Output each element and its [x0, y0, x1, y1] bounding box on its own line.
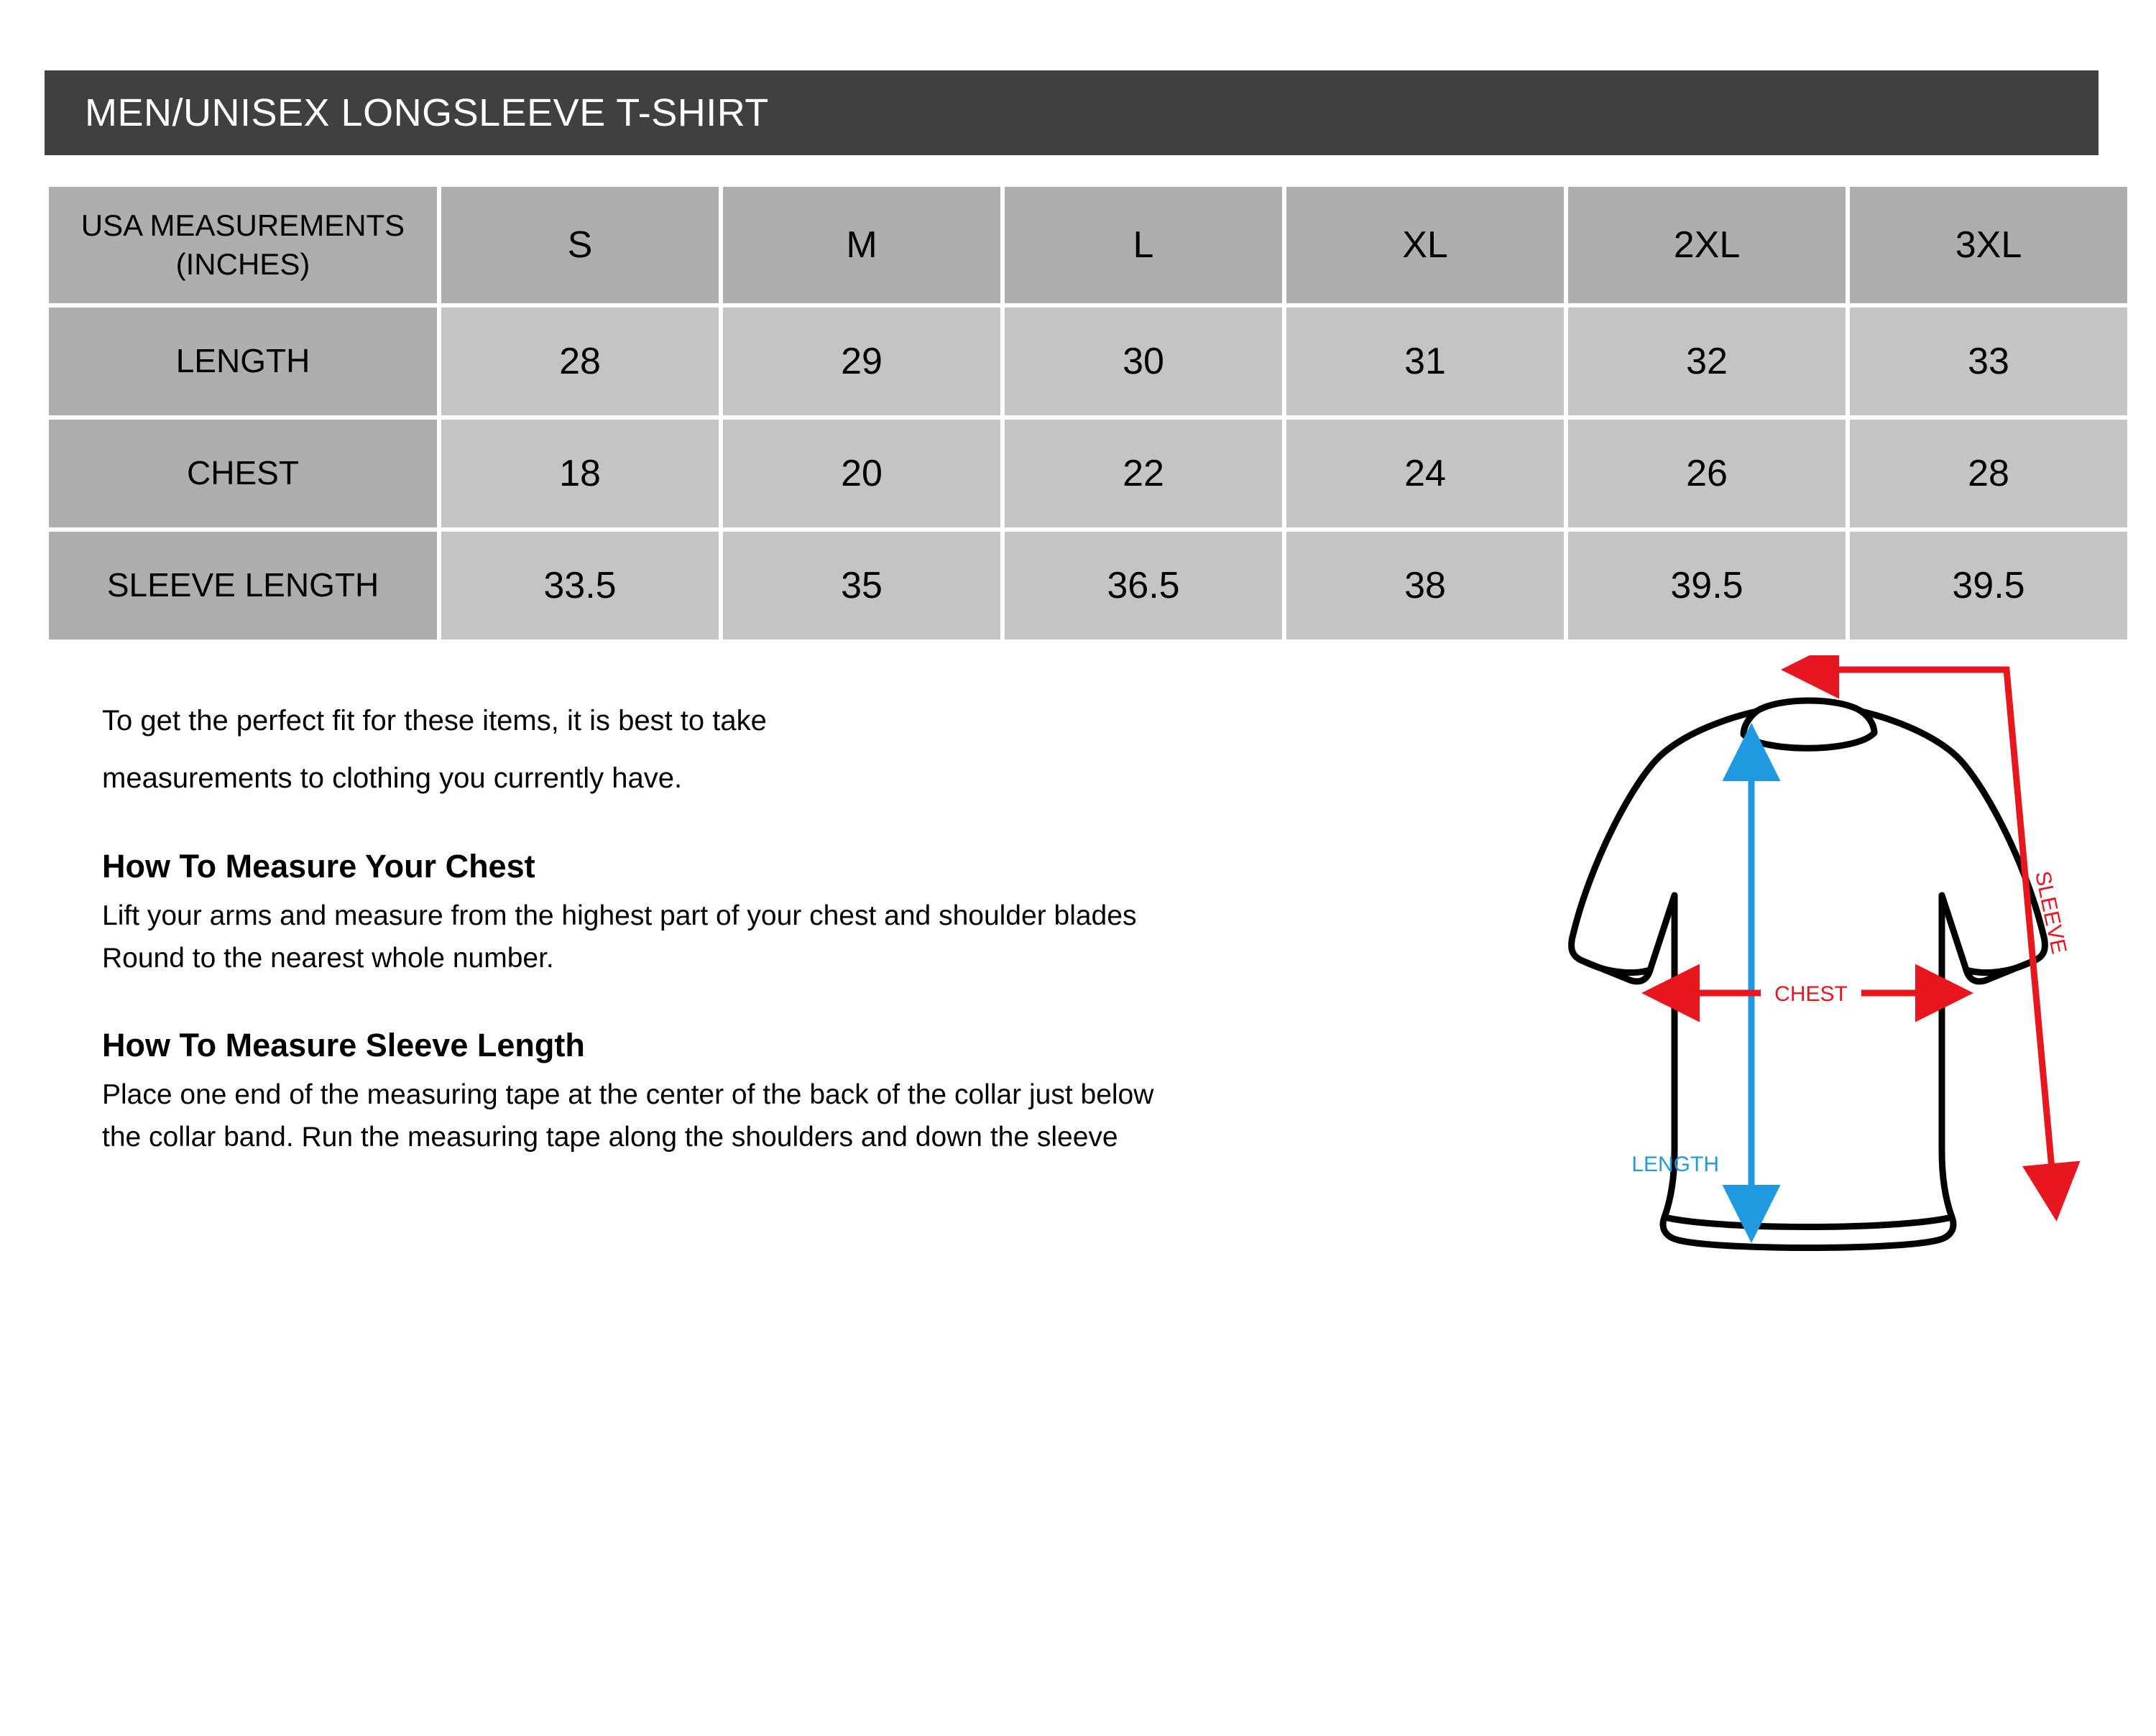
- cell-length-2xl: 32: [1568, 308, 1846, 415]
- cell-chest-s: 18: [441, 420, 719, 527]
- chest-heading: How To Measure Your Chest: [102, 848, 535, 885]
- sleeve-text-line-1: Place one end of the measuring tape at the center of the back of the collar just below: [102, 1079, 1154, 1110]
- length-measure-arrow: [1631, 736, 1751, 1230]
- column-header-l: L: [1005, 187, 1282, 303]
- column-header-2xl: 2XL: [1568, 187, 1846, 303]
- cell-chest-3xl: 28: [1850, 420, 2127, 527]
- cell-length-s: 28: [441, 308, 719, 415]
- cell-chest-m: 20: [723, 420, 1000, 527]
- cell-chest-xl: 24: [1286, 420, 1564, 527]
- table-row: [49, 420, 2127, 527]
- sleeve-text-line-2: the collar band. Run the measuring tape along the shoulders and down the sleeve: [102, 1121, 1118, 1153]
- page-title: MEN/UNISEX LONGSLEEVE T-SHIRT: [85, 91, 769, 134]
- instructions-section: [50, 685, 2106, 1176]
- cell-chest-2xl: 26: [1568, 420, 1846, 527]
- cell-length-xl: 31: [1286, 308, 1564, 415]
- cell-chest-l: 22: [1005, 420, 1282, 527]
- cell-sleeve-3xl: 39.5: [1850, 532, 2127, 640]
- table-corner-label: USA MEASUREMENTS (INCHES): [49, 187, 437, 303]
- column-header-3xl: 3XL: [1850, 187, 2127, 303]
- intro-line-1: To get the perfect fit for these items, it is best to take: [102, 705, 767, 737]
- size-table: [45, 183, 2132, 644]
- chest-measure-arrow: [1654, 979, 1961, 1007]
- sleeve-measure-arrow: [1794, 670, 2071, 1209]
- shirt-measurement-diagram: [1503, 655, 2114, 1302]
- sleeve-label: SLEEVE: [2030, 869, 2071, 956]
- row-label-chest: CHEST: [49, 420, 437, 527]
- cell-sleeve-l: 36.5: [1005, 532, 1282, 640]
- row-label-length: LENGTH: [49, 308, 437, 415]
- cell-length-l: 30: [1005, 308, 1282, 415]
- size-chart-page: [0, 70, 2156, 1736]
- table-header-row: [49, 187, 2127, 303]
- cell-sleeve-s: 33.5: [441, 532, 719, 640]
- chest-text-line-1: Lift your arms and measure from the highest part of your chest and shoulder blades: [102, 900, 1137, 931]
- sleeve-heading: How To Measure Sleeve Length: [102, 1027, 585, 1063]
- cell-length-3xl: 33: [1850, 308, 2127, 415]
- cell-sleeve-m: 35: [723, 532, 1000, 640]
- chest-label: CHEST: [1774, 982, 1848, 1006]
- length-label: LENGTH: [1631, 1153, 1719, 1176]
- chest-text-line-2: Round to the nearest whole number.: [102, 942, 554, 974]
- page-title-bar: [45, 70, 2099, 155]
- column-header-m: M: [723, 187, 1000, 303]
- column-header-xl: XL: [1286, 187, 1564, 303]
- instructions-copy: [50, 685, 1516, 1158]
- cell-length-m: 29: [723, 308, 1000, 415]
- column-header-s: S: [441, 187, 719, 303]
- intro-line-2: measurements to clothing you currently have.: [102, 762, 683, 794]
- table-row: [49, 532, 2127, 640]
- row-label-sleeve-length: SLEEVE LENGTH: [49, 532, 437, 640]
- cell-sleeve-2xl: 39.5: [1568, 532, 1846, 640]
- cell-sleeve-xl: 38: [1286, 532, 1564, 640]
- table-row: [49, 308, 2127, 415]
